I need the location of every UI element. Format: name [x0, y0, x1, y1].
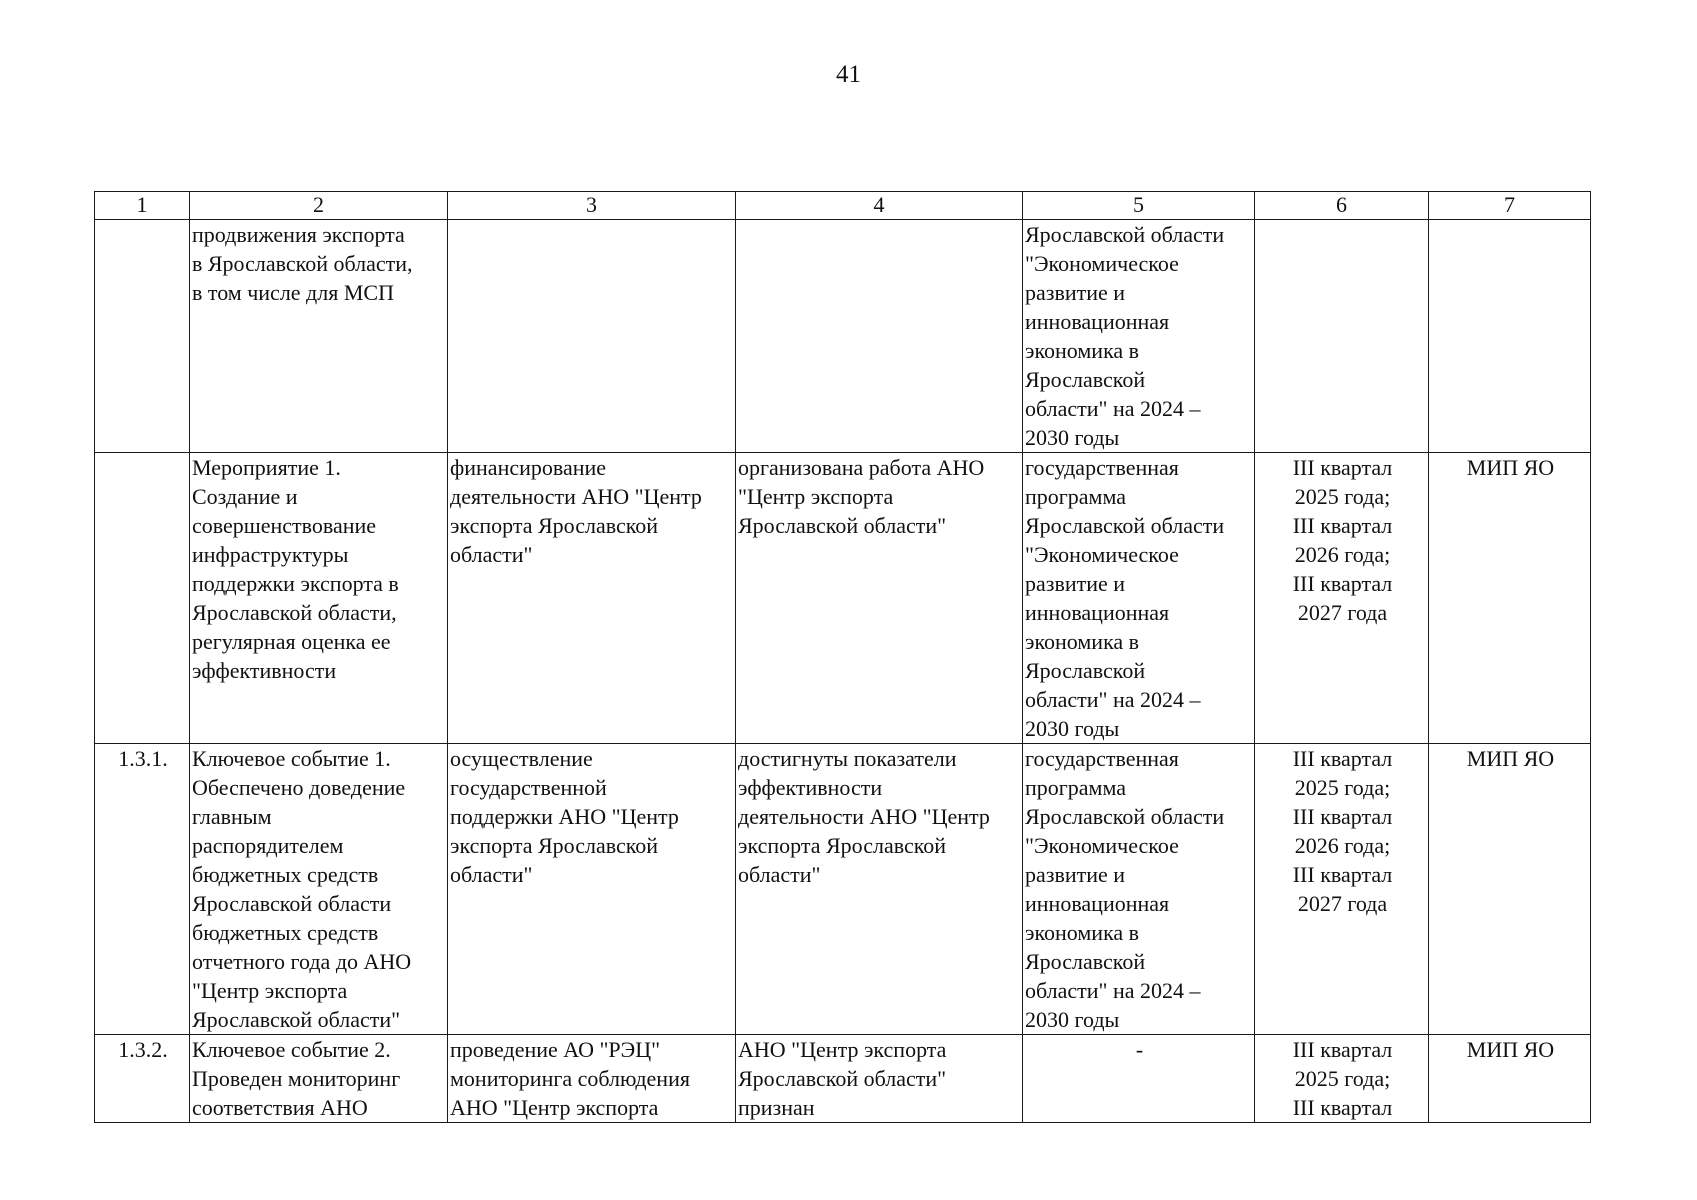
column-header: 3 — [448, 192, 736, 220]
responsible-cell: МИП ЯО — [1429, 744, 1591, 1035]
result-cell — [736, 220, 1023, 453]
row-number-cell — [95, 453, 190, 744]
responsible-cell — [1429, 220, 1591, 453]
deadline-cell: III квартал 2025 года; III квартал 2026 года; III квартал 2027 года — [1255, 453, 1429, 744]
result-cell: организована работа АНО "Центр экспорта Ярославской области" — [736, 453, 1023, 744]
table-row — [95, 1035, 1591, 1123]
program-cell: Ярославской области "Экономическое развитие и инновационная экономика в Ярославской области" на 2024 – 2030 годы — [1023, 220, 1255, 453]
table-row — [95, 744, 1591, 1035]
deadline-cell: III квартал 2025 года; III квартал — [1255, 1035, 1429, 1123]
column-header: 4 — [736, 192, 1023, 220]
measures-table — [94, 191, 1591, 1123]
page-number: 41 — [836, 61, 861, 88]
event-name-cell: Ключевое событие 1. Обеспечено доведение главным распорядителем бюджетных средств Ярославской области бюджетных средств отчетного года до АНО "Центр экспорта Ярославской области" — [190, 744, 448, 1035]
result-cell: АНО "Центр экспорта Ярославской области" признан — [736, 1035, 1023, 1123]
deadline-cell: III квартал 2025 года; III квартал 2026 года; III квартал 2027 года — [1255, 744, 1429, 1035]
event-name-cell: Мероприятие 1. Создание и совершенствование инфраструктуры поддержки экспорта в Ярославской области, регулярная оценка ее эффективности — [190, 453, 448, 744]
column-header: 1 — [95, 192, 190, 220]
table-row — [95, 220, 1591, 453]
program-cell: - — [1023, 1035, 1255, 1123]
financing-cell: проведение АО "РЭЦ" мониторинга соблюдения АНО "Центр экспорта — [448, 1035, 736, 1123]
row-number-cell: 1.3.2. — [95, 1035, 190, 1123]
deadline-cell — [1255, 220, 1429, 453]
financing-cell: осуществление государственной поддержки АНО "Центр экспорта Ярославской области" — [448, 744, 736, 1035]
financing-cell: финансирование деятельности АНО "Центр экспорта Ярославской области" — [448, 453, 736, 744]
responsible-cell: МИП ЯО — [1429, 1035, 1591, 1123]
table-row — [95, 453, 1591, 744]
row-number-cell — [95, 220, 190, 453]
responsible-cell: МИП ЯО — [1429, 453, 1591, 744]
program-cell: государственная программа Ярославской области "Экономическое развитие и инновационная экономика в Ярославской области" на 2024 – 2030 годы — [1023, 453, 1255, 744]
result-cell: достигнуты показатели эффективности деятельности АНО "Центр экспорта Ярославской области" — [736, 744, 1023, 1035]
column-header: 2 — [190, 192, 448, 220]
column-header: 5 — [1023, 192, 1255, 220]
event-name-cell: Ключевое событие 2. Проведен мониторинг соответствия АНО — [190, 1035, 448, 1123]
column-header: 6 — [1255, 192, 1429, 220]
financing-cell — [448, 220, 736, 453]
table-header-row — [95, 192, 1591, 220]
column-header: 7 — [1429, 192, 1591, 220]
event-name-cell: продвижения экспорта в Ярославской области, в том числе для МСП — [190, 220, 448, 453]
row-number-cell: 1.3.1. — [95, 744, 190, 1035]
program-cell: государственная программа Ярославской области "Экономическое развитие и инновационная экономика в Ярославской области" на 2024 – 2030 годы — [1023, 744, 1255, 1035]
